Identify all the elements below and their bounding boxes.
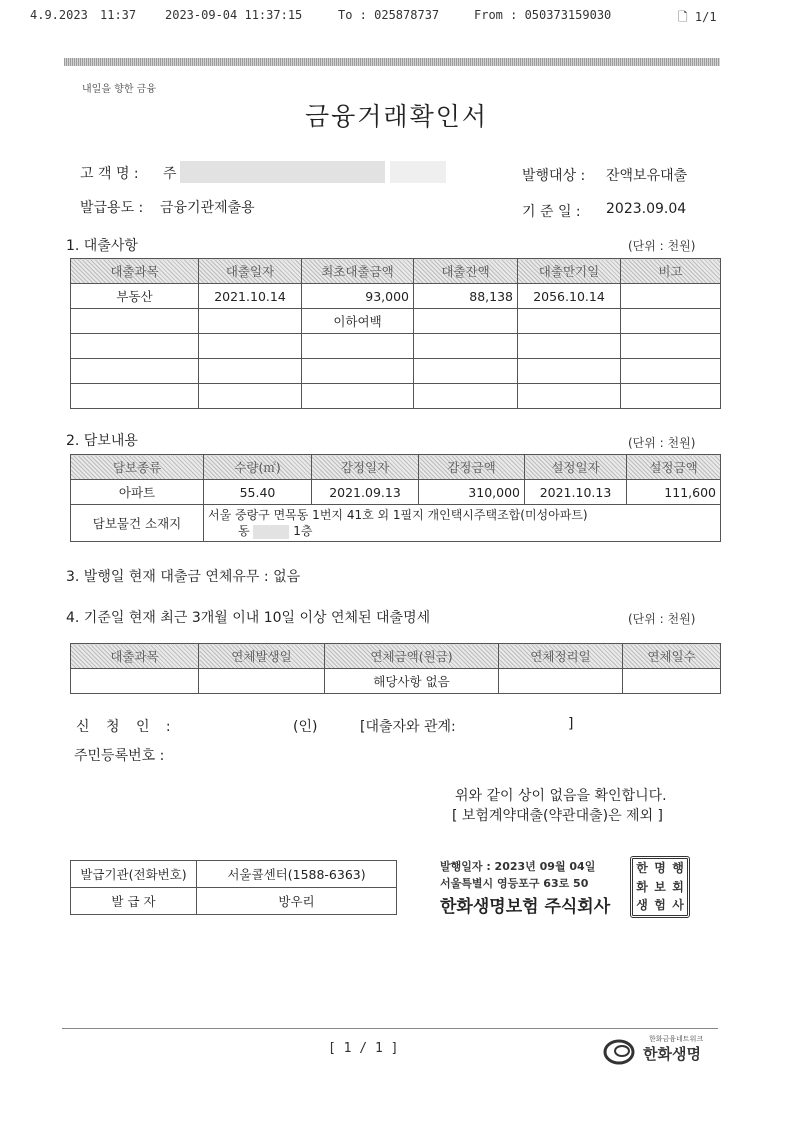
table-cell	[71, 359, 199, 384]
table-cell	[414, 359, 518, 384]
purpose-value: 금융기관제출용	[160, 200, 255, 216]
redacted-unit	[253, 525, 289, 539]
seal-char: 보	[654, 879, 666, 894]
collateral-table	[70, 454, 721, 542]
customer-value: 주	[163, 166, 177, 182]
table-cell	[199, 384, 302, 409]
confirm-line1: 위와 같이 상이 없음을 확인합니다.	[455, 788, 667, 804]
table-cell: 55.40	[204, 480, 312, 505]
table-cell: 2021.10.14	[199, 284, 302, 309]
table-cell	[199, 334, 302, 359]
table-cell: 2056.10.14	[518, 284, 621, 309]
page-title: 금융거래확인서	[304, 102, 489, 131]
table-cell	[621, 334, 721, 359]
table-cell	[621, 359, 721, 384]
fax-page-count: 1/1	[694, 10, 717, 24]
table-cell	[499, 669, 623, 694]
issuer-table	[70, 860, 397, 915]
header-cell: 연체일수	[623, 644, 721, 669]
table-cell	[71, 309, 199, 334]
table-cell: 이하여백	[302, 309, 414, 334]
fax-from: From : 050373159030	[474, 8, 612, 22]
table-cell	[621, 384, 721, 409]
seal-char: 행	[672, 861, 684, 875]
header-cell: 최초대출금액	[302, 259, 414, 284]
issuer-label: 발 급 자	[71, 888, 197, 915]
footer-page-number: [ 1 / 1 ]	[328, 1041, 399, 1056]
section1-title: 1. 대출사항	[66, 238, 138, 254]
table-cell	[71, 384, 199, 409]
table-cell	[199, 359, 302, 384]
target-label: 발행대상 :	[522, 168, 586, 184]
header-cell: 연체금액(원금)	[325, 644, 499, 669]
location-line2	[208, 523, 716, 539]
company-seal	[630, 856, 690, 918]
company-address: 서울특별시 영등포구 63로 50	[440, 877, 589, 890]
table-cell: 부동산	[71, 284, 199, 309]
section2-title: 2. 담보내용	[66, 433, 138, 449]
location-row	[71, 505, 721, 542]
header-cell: 수량(㎡)	[204, 455, 312, 480]
header-cell: 비고	[621, 259, 721, 284]
seal-char: 한	[636, 861, 648, 875]
table-cell	[71, 334, 199, 359]
fax-datetime: 2023-09-04 11:37:15	[165, 8, 303, 22]
section4-title: 4. 기준일 현재 최근 3개월 이내 10일 이상 연체된 대출명세	[66, 610, 431, 626]
fax-date: 4.9.2023	[30, 8, 88, 22]
redacted-name-2	[390, 161, 446, 183]
header-cell: 대출과목	[71, 259, 199, 284]
table-cell	[302, 359, 414, 384]
issue-date: 발행일자 : 2023년 09월 04일	[440, 860, 596, 873]
header-cell: 대출잔액	[414, 259, 518, 284]
seal-char: 회	[672, 879, 684, 894]
seal-char: 험	[654, 898, 666, 913]
agency-value: 서울콜센터(1588-6363)	[197, 861, 397, 888]
slogan: 내일을 향한 금융	[82, 84, 156, 95]
table-cell: 310,000	[419, 480, 525, 505]
seal-char: 생	[636, 898, 648, 913]
section3-title: 3. 발행일 현재 대출금 연체유무 : 없음	[66, 569, 301, 585]
table-row	[71, 309, 721, 334]
seal-char: 화	[636, 879, 648, 894]
applicant-seal-mark: (인)	[293, 719, 318, 735]
page-icon: 🗋	[678, 10, 688, 24]
section1-unit: (단위 : 천원)	[628, 239, 696, 253]
applicant-relation: [대출자와 관계:	[360, 719, 456, 735]
table-cell	[621, 309, 721, 334]
table-cell	[414, 334, 518, 359]
table-row	[71, 480, 721, 505]
collateral-table-header	[71, 455, 721, 480]
overdue-table-header	[71, 644, 721, 669]
table-cell	[518, 309, 621, 334]
table-row	[71, 669, 721, 694]
company-name: 한화생명보험 주식회사	[440, 897, 611, 917]
fax-time: 11:37	[100, 8, 137, 22]
table-cell: 해당사항 없음	[325, 669, 499, 694]
fax-to: To : 025878737	[338, 8, 440, 22]
table-cell	[623, 669, 721, 694]
location-value	[204, 505, 721, 542]
agency-label: 발급기관(전화번호)	[71, 861, 197, 888]
location-label: 담보물건 소재지	[71, 505, 204, 542]
section4-unit: (단위 : 천원)	[628, 612, 696, 626]
header-cell: 담보종류	[71, 455, 204, 480]
location-floor: 1층	[293, 524, 313, 538]
table-cell	[71, 669, 199, 694]
header-cell: 연체발생일	[199, 644, 325, 669]
applicant-relation-close: ]	[568, 716, 574, 732]
loan-table-header	[71, 259, 721, 284]
table-cell: 아파트	[71, 480, 204, 505]
location-building: 동	[238, 524, 250, 538]
seal-char: 명	[654, 861, 666, 875]
overdue-table	[70, 643, 721, 694]
table-cell	[199, 309, 302, 334]
hanwha-logo-icon	[603, 1038, 635, 1066]
header-cell: 연체정리일	[499, 644, 623, 669]
target-value: 잔액보유대출	[606, 168, 688, 184]
table-cell	[199, 669, 325, 694]
hanwha-logo	[603, 1036, 721, 1066]
table-cell: 88,138	[414, 284, 518, 309]
table-cell	[302, 334, 414, 359]
header-cell: 대출일자	[199, 259, 302, 284]
base-date-label: 기 준 일 :	[522, 204, 581, 220]
loan-table	[70, 258, 721, 409]
redacted-name	[180, 161, 385, 183]
issuer-value: 방우리	[197, 888, 397, 915]
table-cell: 2021.10.13	[525, 480, 627, 505]
rrn-label: 주민등록번호 :	[74, 748, 165, 764]
header-cell: 설정일자	[525, 455, 627, 480]
top-pattern-bar	[64, 58, 720, 66]
table-row	[71, 284, 721, 309]
table-cell	[414, 384, 518, 409]
fax-page	[678, 8, 717, 29]
logo-text: 한화생명	[643, 1045, 701, 1063]
header-cell: 감정금액	[419, 455, 525, 480]
section2-unit: (단위 : 천원)	[628, 436, 696, 450]
table-row	[71, 334, 721, 359]
table-row	[71, 384, 721, 409]
header-cell: 설정금액	[627, 455, 721, 480]
table-cell: 2021.09.13	[312, 480, 419, 505]
purpose-label: 발급용도 :	[80, 200, 144, 216]
table-cell: 111,600	[627, 480, 721, 505]
table-row	[71, 861, 397, 888]
base-date-value: 2023.09.04	[606, 201, 687, 217]
table-cell	[302, 384, 414, 409]
header-cell: 감정일자	[312, 455, 419, 480]
table-cell	[518, 334, 621, 359]
table-cell	[414, 309, 518, 334]
confirm-line2: [ 보험계약대출(약관대출)은 제외 ]	[452, 808, 664, 824]
table-cell	[518, 359, 621, 384]
table-cell	[518, 384, 621, 409]
table-cell: 93,000	[302, 284, 414, 309]
customer-label: 고 객 명 :	[80, 166, 139, 182]
seal-char: 사	[672, 898, 684, 913]
header-cell: 대출만기일	[518, 259, 621, 284]
footer-divider	[62, 1028, 718, 1029]
table-cell	[621, 284, 721, 309]
header-cell: 대출과목	[71, 644, 199, 669]
applicant-label: 신 청 인 :	[76, 719, 177, 735]
logo-subtitle: 한화금융네트워크	[649, 1035, 704, 1043]
location-line1: 서울 중랑구 면목동 1번지 41호 외 1필지 개인택시주택조합(미성아파트)	[208, 508, 588, 522]
table-row	[71, 359, 721, 384]
table-row	[71, 888, 397, 915]
